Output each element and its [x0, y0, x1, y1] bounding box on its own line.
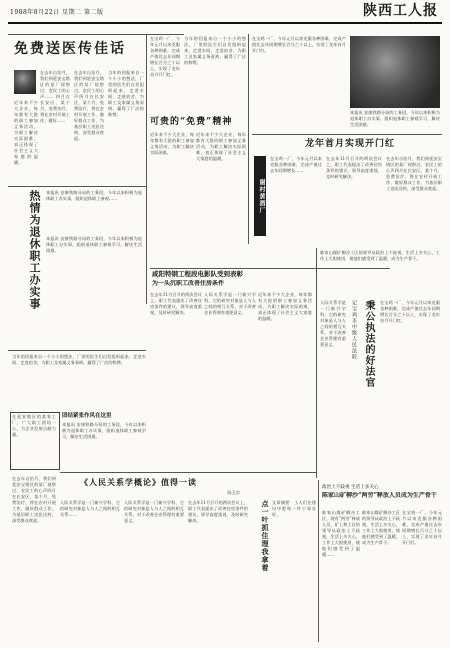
wood-art-kicker: 记宝鸡市中级人民法院 — [351, 300, 357, 360]
col-divider-1 — [146, 34, 147, 304]
arc-rule — [252, 134, 442, 135]
wood-art-body-top: 陈家山煤矿柳沙工区的领导从政治上不歧视，生活上多关心，工作上大胆使用，使他们感受到了温暖，成为生产骨干。 — [320, 250, 440, 261]
newspaper-logo: 陕西工人报 — [363, 3, 438, 19]
hotline-body-cont: 本报讯 安康铁路分局的工务段，今年以来积极为退休职工办实事，组织退休职工参观学习，解决生活困难。 — [46, 236, 142, 253]
arc-body-col3: 在去年自治月，我们到延安宝塔区的某厂视察过，农民工的心声四月在长安区，某个月，免费治疗，将在农村开展工作，做好群众工作，为基层职工送医送药，深受群众欢迎。 — [386, 156, 442, 191]
banner-subtitle: 为一头沉职工改善住房条件 — [152, 280, 225, 287]
col-divider-2 — [248, 34, 249, 244]
wood-art-body-left: 人际关系学是一门新兴学科，它的研究对象是人与人之间的相互关系，对于改善企业管理有重要意义。 — [320, 300, 346, 347]
wellbeing-headline: 可贵的“免费”精神 — [150, 117, 233, 127]
bottom-left-headline: 团结紧张作风在这里 — [62, 413, 112, 419]
lead-body-col1: 在去年自治月，我们到延安宝塔区的某厂视察过，农民工的心声…… 四月在长安区，某个月，免费治疗，将在农村开展工作，做好…… — [40, 70, 70, 123]
wellbeing-body-col1: 近年来不少大企业，每年都有大批的职工参加义务活动，为职工解决实际困难。 — [150, 132, 194, 155]
arc-kicker-band: 谢村黄酒厂 — [254, 156, 266, 236]
bottom-left-body-top: 当年的回报来自一个小小的想法，厂里的医生们自发组织起来，走进车间、走进宿舍，为职工及家属义务看病，赢得了广泛的称赞。 — [12, 354, 146, 365]
book-rule — [60, 472, 316, 473]
wellbeing-body-col2: 近年来不少大企业，每年都有大批的职工参加义务活动，为职工解决实际困难，真正体现了社会主义大家庭的温暖。 — [196, 132, 246, 161]
bottom-left-box-text: 在延安地区的某家工厂，广大职工团结一心，为企业发展贡献力量。 — [12, 414, 56, 437]
arc-body-col2: 在去年11月召开的两次会议上，职工代表提出了改善住房条件的建议，领导高度重视，及时研究解决。 — [326, 156, 382, 179]
col-divider-4 — [318, 480, 319, 642]
wood-art-body-right: 在宝鸡一厂，今年元月以来克服各种困难，完成产值比去年同期增长百分之十以上，实现了龙年首月开门红。 — [380, 300, 440, 323]
book-body-col2: 人际关系学是一门新兴学科，它的研究对象是人与人之间的相互关系，对于改善企业管理有重要意义。 — [124, 500, 184, 523]
lead-rule-top — [8, 34, 184, 35]
col-divider-3 — [316, 248, 317, 478]
book-body-col3: 在去年11月召开的两次会议上，职工代表提出了改善住房条件的建议，领导高度重视，及时研究解决。 — [188, 500, 248, 523]
banner-title: 咸阳特钢工程段电影队受到表彰 — [152, 270, 243, 278]
hotline-headline: 热情为退休职工办实事 — [28, 190, 41, 310]
banner-body-col2: 人际关系学是一门新兴学科，它的研究对象是人与人之间的相互关系，对于改善企业管理有重要意义。 — [204, 292, 256, 315]
banner-body-col3: 近年来不少大企业，每年都有大批的职工参加义务活动，为职工解决实际困难，真正体现了社会主义大家庭的温暖。 — [258, 292, 312, 321]
book-body-col1: 人际关系学是一门新兴学科，它的研究对象是人与人之间的相互关系…… — [60, 500, 120, 517]
arc-body-col1: 在宝鸡一厂，今年元月以来克服各种困难，完成产值比去年同期增长…… — [270, 156, 322, 173]
letter-body: 文章摘要：工人们在建设中把每一件小事办好。 — [272, 500, 316, 517]
factory-body-col1: 陈家山煤矿柳沙工区，现有“两劳”释放人员，矿上和工区的领导从政治上不歧视，生活上多关心，工作上大胆使用，使他们感受到了温暖…… — [322, 510, 360, 557]
hotline-rule — [8, 186, 146, 187]
factory-kicker: 政治上不歧视 生活上多关心 — [322, 485, 379, 490]
masthead — [8, 4, 442, 24]
factory-body-col2: 陈家山煤矿柳沙工区的领导从政治上不歧视，生活上多关心，工作上大胆使用，使他们感受到了温暖，成为生产骨干。 — [362, 510, 400, 545]
arc-headline: 龙年首月实现开门红 — [304, 139, 395, 149]
lead-body-col3: 当年的回报来自一个小小的想法，厂里的医生们自发组织起来，走进车间、走进宿舍，为职工及家属义务看病，赢得了广泛的称赞。 — [108, 70, 144, 117]
factory-headline: 陈家山矿柳沙“两劳”释放人员成为生产骨干 — [322, 492, 437, 499]
bottom-left-body: 本报讯 安康铁路分局的工务段，今年以来积极为退休职工办实事，组织退休职工参观学习，解决生活困难。 — [62, 422, 146, 439]
lead-continue-col: 在宝鸡一厂，今年元月以来克服各种困难，完成产值比去年同期增长百分之十以上，实现了龙年首月开门红。 — [150, 36, 180, 77]
book-byline: 陈玉宗 — [227, 490, 240, 495]
book-headline: 《人民关系学概论》值得一读 — [80, 477, 197, 487]
bottom-left-rule — [8, 350, 146, 351]
wood-art-headline: 秉公执法的好法官 — [363, 300, 374, 388]
banner-body-col1: 在去年11月召开的两次会议上，职工代表提出了改善住房条件的建议，领导高度重视，及时研究解决。 — [150, 292, 202, 315]
hotline-body: 本报讯 安康铁路分局的工务段，今年以来积极为退休职工办实事，组织退休职工参观…… — [46, 190, 142, 201]
bottom-left-col: 在去年自治月，我们到延安宝塔区的某厂视察过，农民工的心声四月在长安区，某个月，免费治疗，将在农村开展工作，做好群众工作，为基层职工送医送药，深受群众欢迎。 — [12, 476, 56, 523]
issue-date: 1988年8月22日 星期二 第二版 — [10, 9, 104, 16]
photo-caption: 本报讯 安康铁路分局的工务段，今年以来积极为退休职工办实事，组织退休职工参观学习，解决生活困难。 — [350, 110, 440, 127]
lead-headline: 免费送医传佳话 — [14, 41, 126, 57]
factory-body-col3: 在宝鸡一厂，今年元月以来克服各种困难，完成产值比去年同期增长百分之十以上，实现了龙年首月开门红。 — [402, 510, 442, 545]
upper-right-photo — [350, 36, 440, 108]
letter-headline: 点一叶抓住理我拿着 — [261, 500, 270, 572]
lead-body-col0: 近年来不少大企业，每年都有大批的职工参加义务活动，为职工解决实际困难，真正体现了社会主义大家庭的温暖。 — [14, 100, 38, 165]
upper-middle-col: 当年的回报来自一个小小的想法，厂里的医生们自发组织起来，走进车间、走进宿舍，为职工及家属义务看病，赢得了广泛的称赞。 — [184, 36, 246, 65]
lead-body-col2: 在去年自治月，我们到延安宝塔区的某厂视察过，农民工的心声四月在长安区，某个月，免费治疗，将在农村开展工作，做好群众工作，为基层职工送医送药，深受群众欢迎。 — [74, 70, 104, 141]
upper-right-col1: 在宝鸡一厂，今年元月以来克服各种困难，完成产值比去年同期增长百分之十以上，实现了龙年首月开门红。 — [252, 36, 346, 53]
lead-portrait-photo — [14, 70, 36, 94]
